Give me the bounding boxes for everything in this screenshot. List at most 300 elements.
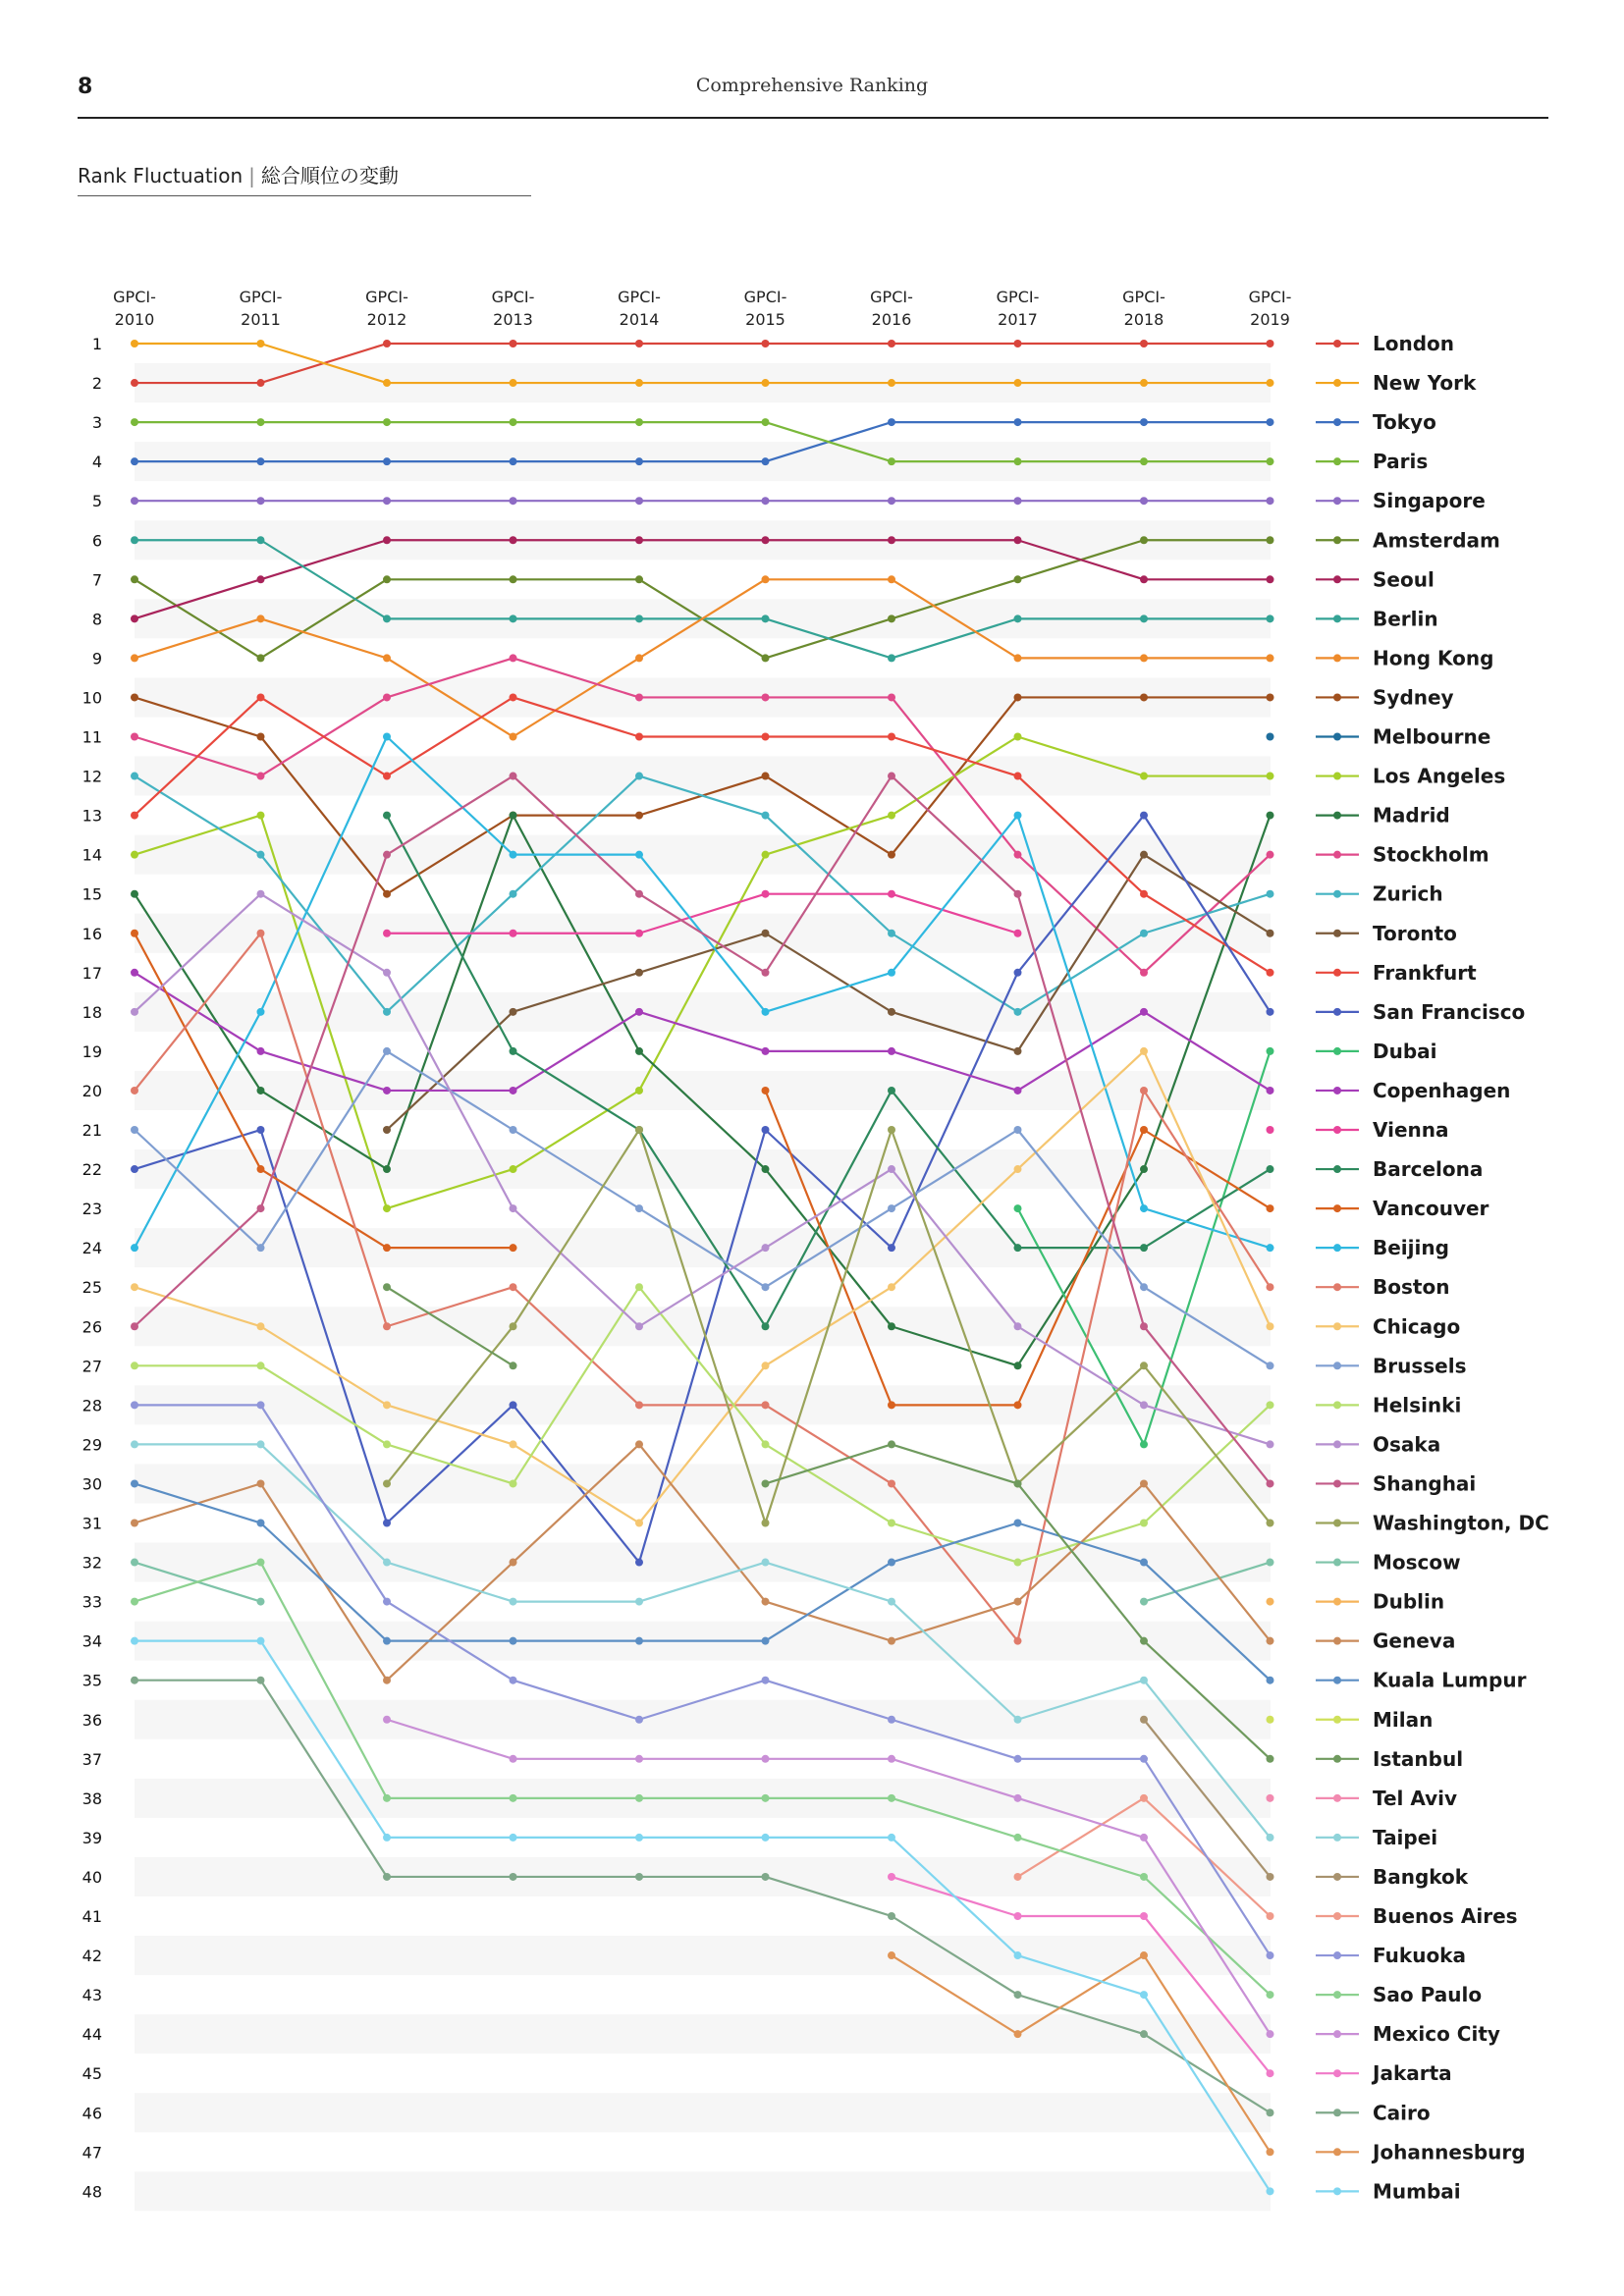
rank-label: 36 <box>81 1710 102 1730</box>
rank-label: 39 <box>81 1828 102 1847</box>
data-point <box>635 497 643 505</box>
data-point <box>131 575 138 583</box>
data-point <box>1267 1794 1274 1802</box>
data-point <box>383 1794 391 1802</box>
data-point <box>635 1322 643 1330</box>
legend-marker <box>1333 1401 1341 1409</box>
data-point <box>510 1440 517 1448</box>
data-point <box>383 654 391 662</box>
data-point <box>1014 733 1022 741</box>
column-label-year: 2011 <box>241 310 281 329</box>
data-point <box>131 693 138 701</box>
data-point <box>257 1204 265 1212</box>
data-point <box>1014 1598 1022 1606</box>
data-point <box>510 1362 517 1369</box>
data-point <box>131 773 138 780</box>
legend-item <box>1316 1512 1549 1535</box>
data-point <box>383 614 391 622</box>
data-point <box>257 1479 265 1487</box>
data-point <box>131 1677 138 1684</box>
legend-label: Johannesburg <box>1373 2140 1526 2164</box>
data-point <box>888 1912 895 1920</box>
data-point <box>131 340 138 347</box>
data-point <box>510 1755 517 1763</box>
data-point <box>257 1677 265 1684</box>
data-point <box>635 654 643 662</box>
legend-item <box>1316 1983 1482 2006</box>
legend-label: Osaka <box>1373 1432 1441 1457</box>
legend-item <box>1316 1551 1461 1575</box>
data-point <box>383 1401 391 1409</box>
data-point <box>1140 457 1148 465</box>
data-point <box>1140 379 1148 387</box>
data-point <box>1267 930 1274 937</box>
rank-label: 18 <box>81 1002 102 1022</box>
legend-item <box>1316 2179 1461 2203</box>
data-point <box>1267 1834 1274 1842</box>
data-point <box>888 1716 895 1724</box>
data-point <box>635 418 643 426</box>
data-point <box>510 1401 517 1409</box>
data-point <box>257 654 265 662</box>
data-point <box>1267 536 1274 544</box>
data-point <box>762 1834 770 1842</box>
legend-label: Tokyo <box>1373 410 1436 435</box>
data-point <box>762 1479 770 1487</box>
data-point <box>888 1204 895 1212</box>
series-line <box>135 737 1271 1209</box>
data-point <box>1267 1047 1274 1055</box>
data-point <box>1014 340 1022 347</box>
data-point <box>1267 1559 1274 1567</box>
legend-marker <box>1333 536 1341 544</box>
data-point <box>635 536 643 544</box>
data-point <box>1140 1087 1148 1095</box>
legend-marker <box>1333 1637 1341 1645</box>
data-point <box>635 1401 643 1409</box>
legend-marker <box>1333 930 1341 937</box>
rank-label: 4 <box>91 453 102 472</box>
data-point <box>762 851 770 859</box>
data-point <box>1267 1951 1274 1959</box>
data-point <box>1267 773 1274 780</box>
rank-label: 13 <box>81 806 102 826</box>
legend-label: Shanghai <box>1373 1471 1477 1496</box>
data-point <box>1014 1401 1022 1409</box>
data-point <box>888 733 895 741</box>
data-point <box>888 851 895 859</box>
data-point <box>888 1126 895 1134</box>
legend-marker <box>1333 575 1341 583</box>
data-point <box>635 1126 643 1134</box>
data-point <box>635 1716 643 1724</box>
data-point <box>1140 1008 1148 1016</box>
legend-label: Madrid <box>1373 803 1450 828</box>
data-point <box>1014 1520 1022 1527</box>
rank-label: 32 <box>81 1553 102 1573</box>
rank-label: 2 <box>91 374 102 394</box>
data-point <box>888 614 895 622</box>
data-point <box>762 1283 770 1291</box>
data-point <box>510 812 517 820</box>
data-point <box>1267 1362 1274 1369</box>
data-point <box>1014 1362 1022 1369</box>
data-point <box>257 536 265 544</box>
legend-marker <box>1333 2109 1341 2116</box>
data-point <box>762 1873 770 1881</box>
data-point <box>888 890 895 898</box>
legend-item <box>1316 528 1500 552</box>
legend-item <box>1316 1708 1433 1732</box>
legend-item <box>1316 332 1454 355</box>
data-point <box>131 1165 138 1173</box>
legend-label: Buenos Aires <box>1373 1904 1518 1928</box>
data-point <box>257 773 265 780</box>
data-point <box>131 1637 138 1645</box>
legend-marker <box>1333 1991 1341 1999</box>
legend-marker <box>1333 1322 1341 1330</box>
data-point <box>1014 1165 1022 1173</box>
data-point <box>510 1204 517 1212</box>
data-point <box>257 1362 265 1369</box>
column-label-top: GPCI- <box>113 288 156 306</box>
data-point <box>510 536 517 544</box>
data-point <box>1267 1677 1274 1684</box>
data-point <box>1267 379 1274 387</box>
data-point <box>257 497 265 505</box>
data-point <box>762 1520 770 1527</box>
data-point <box>131 1244 138 1252</box>
data-point <box>257 1047 265 1055</box>
legend-marker <box>1333 654 1341 662</box>
data-point <box>1014 693 1022 701</box>
data-point <box>131 1479 138 1487</box>
legend-marker <box>1333 890 1341 898</box>
data-point <box>1267 1008 1274 1016</box>
data-point <box>762 536 770 544</box>
data-point <box>1014 1794 1022 1802</box>
rank-label: 21 <box>81 1121 102 1140</box>
data-point <box>257 1087 265 1095</box>
data-point <box>888 1244 895 1252</box>
rank-label: 24 <box>81 1239 102 1258</box>
data-point <box>510 497 517 505</box>
data-point <box>635 1834 643 1842</box>
data-point <box>888 773 895 780</box>
legend-item <box>1316 1236 1449 1259</box>
data-point <box>888 1834 895 1842</box>
data-point <box>1267 890 1274 898</box>
data-point <box>762 1440 770 1448</box>
row-band <box>135 992 1271 1032</box>
legend-item <box>1316 804 1450 828</box>
rank-label: 1 <box>91 335 102 353</box>
data-point <box>762 614 770 622</box>
column-label-year: 2012 <box>366 310 407 329</box>
legend-item <box>1316 725 1490 749</box>
data-point <box>635 340 643 347</box>
legend-label: Istanbul <box>1373 1746 1464 1771</box>
data-point <box>888 812 895 820</box>
legend-marker <box>1333 812 1341 820</box>
legend-label: Stockholm <box>1373 842 1489 867</box>
data-point <box>635 773 643 780</box>
legend-marker <box>1333 1362 1341 1369</box>
series-line <box>135 776 1271 1012</box>
data-point <box>510 1873 517 1881</box>
data-point <box>762 1047 770 1055</box>
data-point <box>1140 1834 1148 1842</box>
data-point <box>888 418 895 426</box>
legend-marker <box>1333 1912 1341 1920</box>
data-point <box>1140 614 1148 622</box>
data-point <box>888 497 895 505</box>
data-point <box>383 1598 391 1606</box>
data-point <box>762 418 770 426</box>
data-point <box>131 1126 138 1134</box>
data-point <box>383 733 391 741</box>
data-point <box>510 654 517 662</box>
data-point <box>383 1283 391 1291</box>
data-point <box>1140 575 1148 583</box>
legend-item <box>1316 646 1493 669</box>
data-point <box>257 1126 265 1134</box>
column-label-top: GPCI- <box>365 288 408 306</box>
data-point <box>131 1322 138 1330</box>
rank-label: 35 <box>81 1671 102 1690</box>
data-point <box>635 575 643 583</box>
data-point <box>635 1520 643 1527</box>
data-point <box>257 1637 265 1645</box>
rank-label: 22 <box>81 1160 102 1180</box>
data-point <box>383 1559 391 1567</box>
data-point <box>510 1637 517 1645</box>
rank-label: 37 <box>81 1749 102 1769</box>
data-point <box>1014 1912 1022 1920</box>
legend-item <box>1316 607 1438 630</box>
data-point <box>257 379 265 387</box>
data-point <box>1140 418 1148 426</box>
column-label-year: 2019 <box>1250 310 1290 329</box>
data-point <box>131 1559 138 1567</box>
legend-label: Brussels <box>1373 1354 1467 1378</box>
row-band <box>135 1464 1271 1503</box>
rank-label: 16 <box>81 924 102 943</box>
data-point <box>383 1047 391 1055</box>
rank-label: 9 <box>91 649 102 668</box>
data-point <box>1014 773 1022 780</box>
data-point <box>510 1479 517 1487</box>
legend-marker <box>1333 851 1341 859</box>
data-point <box>888 1637 895 1645</box>
legend-label: Mexico City <box>1373 2022 1500 2047</box>
data-point <box>1014 930 1022 937</box>
legend-item <box>1316 2140 1526 2163</box>
data-point <box>635 1755 643 1763</box>
legend-label: London <box>1373 332 1455 355</box>
legend-item <box>1316 1079 1510 1102</box>
data-point <box>257 340 265 347</box>
data-point <box>1014 614 1022 622</box>
data-point <box>888 1440 895 1448</box>
legend-marker <box>1333 1283 1341 1291</box>
data-point <box>1014 536 1022 544</box>
column-labels <box>113 288 1291 329</box>
rank-label: 8 <box>91 610 102 629</box>
legend-item <box>1316 1787 1457 1810</box>
data-point <box>1267 1716 1274 1724</box>
rank-label: 29 <box>81 1435 102 1455</box>
data-point <box>1267 2109 1274 2116</box>
row-band <box>135 2093 1271 2132</box>
data-point <box>257 614 265 622</box>
legend-label: Vienna <box>1373 1118 1449 1142</box>
legend-item <box>1316 371 1477 395</box>
legend-marker <box>1333 1677 1341 1684</box>
rank-label: 28 <box>81 1396 102 1415</box>
legend-item <box>1316 2101 1431 2124</box>
data-point <box>1140 1165 1148 1173</box>
legend-label: Bangkok <box>1373 1864 1469 1889</box>
legend-marker <box>1333 1204 1341 1212</box>
rank-label: 11 <box>81 727 102 747</box>
data-point <box>131 1401 138 1409</box>
data-point <box>257 1244 265 1252</box>
data-point <box>762 1008 770 1016</box>
data-point <box>762 1087 770 1095</box>
legend-item <box>1316 1040 1437 1063</box>
data-point <box>131 1598 138 1606</box>
legend-label: Berlin <box>1373 607 1438 631</box>
legend-label: Barcelona <box>1373 1157 1484 1182</box>
data-point <box>383 1520 391 1527</box>
legend-label: Dublin <box>1373 1589 1445 1614</box>
legend-item <box>1316 961 1477 985</box>
rank-label: 14 <box>81 845 102 865</box>
data-point <box>383 930 391 937</box>
data-point <box>510 614 517 622</box>
data-point <box>131 457 138 465</box>
data-point <box>1140 1755 1148 1763</box>
legend-marker <box>1333 969 1341 977</box>
data-point <box>383 1087 391 1095</box>
legend-marker <box>1333 614 1341 622</box>
data-point <box>1140 969 1148 977</box>
data-point <box>635 733 643 741</box>
data-point <box>1140 1322 1148 1330</box>
data-point <box>1140 1991 1148 1999</box>
data-point <box>762 1126 770 1134</box>
data-point <box>635 812 643 820</box>
data-point <box>510 1559 517 1567</box>
data-point <box>510 575 517 583</box>
data-point <box>510 1047 517 1055</box>
data-point <box>635 969 643 977</box>
column-label-year: 2015 <box>745 310 785 329</box>
data-point <box>510 1283 517 1291</box>
data-point <box>257 812 265 820</box>
data-point <box>1140 1283 1148 1291</box>
rank-label: 10 <box>81 688 102 708</box>
legend-label: Frankfurt <box>1373 960 1477 985</box>
rank-label: 6 <box>91 531 102 551</box>
legend-label: New York <box>1373 371 1477 396</box>
data-point <box>1140 1126 1148 1134</box>
data-point <box>1267 969 1274 977</box>
data-point <box>888 1873 895 1881</box>
data-point <box>888 693 895 701</box>
data-point <box>257 733 265 741</box>
legend-label: Zurich <box>1373 881 1443 906</box>
legend-item <box>1316 765 1505 788</box>
data-point <box>383 890 391 898</box>
data-point <box>257 575 265 583</box>
column-label-top: GPCI- <box>1248 288 1292 306</box>
legend-item <box>1316 1669 1527 1692</box>
data-point <box>1267 497 1274 505</box>
data-point <box>383 1677 391 1684</box>
legend-marker <box>1333 1834 1341 1842</box>
data-point <box>762 1165 770 1173</box>
legend-label: Moscow <box>1373 1550 1461 1575</box>
data-point <box>1140 1677 1148 1684</box>
data-point <box>131 930 138 937</box>
legend-marker <box>1333 1440 1341 1448</box>
column-label-year: 2018 <box>1123 310 1164 329</box>
data-point <box>888 1598 895 1606</box>
legend-marker <box>1333 1047 1341 1055</box>
legend-label: Sao Paulo <box>1373 1983 1483 2007</box>
legend-marker <box>1333 340 1341 347</box>
data-point <box>383 1479 391 1487</box>
data-point <box>635 457 643 465</box>
data-point <box>257 693 265 701</box>
data-point <box>888 457 895 465</box>
data-point <box>131 1440 138 1448</box>
legend-marker <box>1333 418 1341 426</box>
legend-marker <box>1333 1951 1341 1959</box>
rank-label: 31 <box>81 1514 102 1533</box>
data-point <box>257 851 265 859</box>
data-point <box>510 1126 517 1134</box>
data-point <box>383 457 391 465</box>
data-point <box>888 1047 895 1055</box>
data-point <box>1140 1440 1148 1448</box>
legend-item <box>1316 882 1443 906</box>
data-point <box>383 1637 391 1645</box>
data-point <box>1140 1912 1148 1920</box>
data-point <box>257 890 265 898</box>
data-point <box>131 1520 138 1527</box>
legend-label: Cairo <box>1373 2101 1431 2125</box>
data-point <box>888 379 895 387</box>
data-point <box>383 340 391 347</box>
legend-label: Milan <box>1373 1707 1434 1732</box>
legend-marker <box>1333 2187 1341 2195</box>
legend-label: Singapore <box>1373 489 1486 513</box>
legend-label: Toronto <box>1373 921 1457 945</box>
data-point <box>510 457 517 465</box>
data-point <box>1014 654 1022 662</box>
rank-label: 44 <box>81 2025 102 2045</box>
data-point <box>131 418 138 426</box>
data-point <box>1014 1008 1022 1016</box>
data-point <box>1267 733 1274 741</box>
data-point <box>257 457 265 465</box>
data-point <box>131 812 138 820</box>
data-point <box>1140 1401 1148 1409</box>
data-point <box>131 851 138 859</box>
